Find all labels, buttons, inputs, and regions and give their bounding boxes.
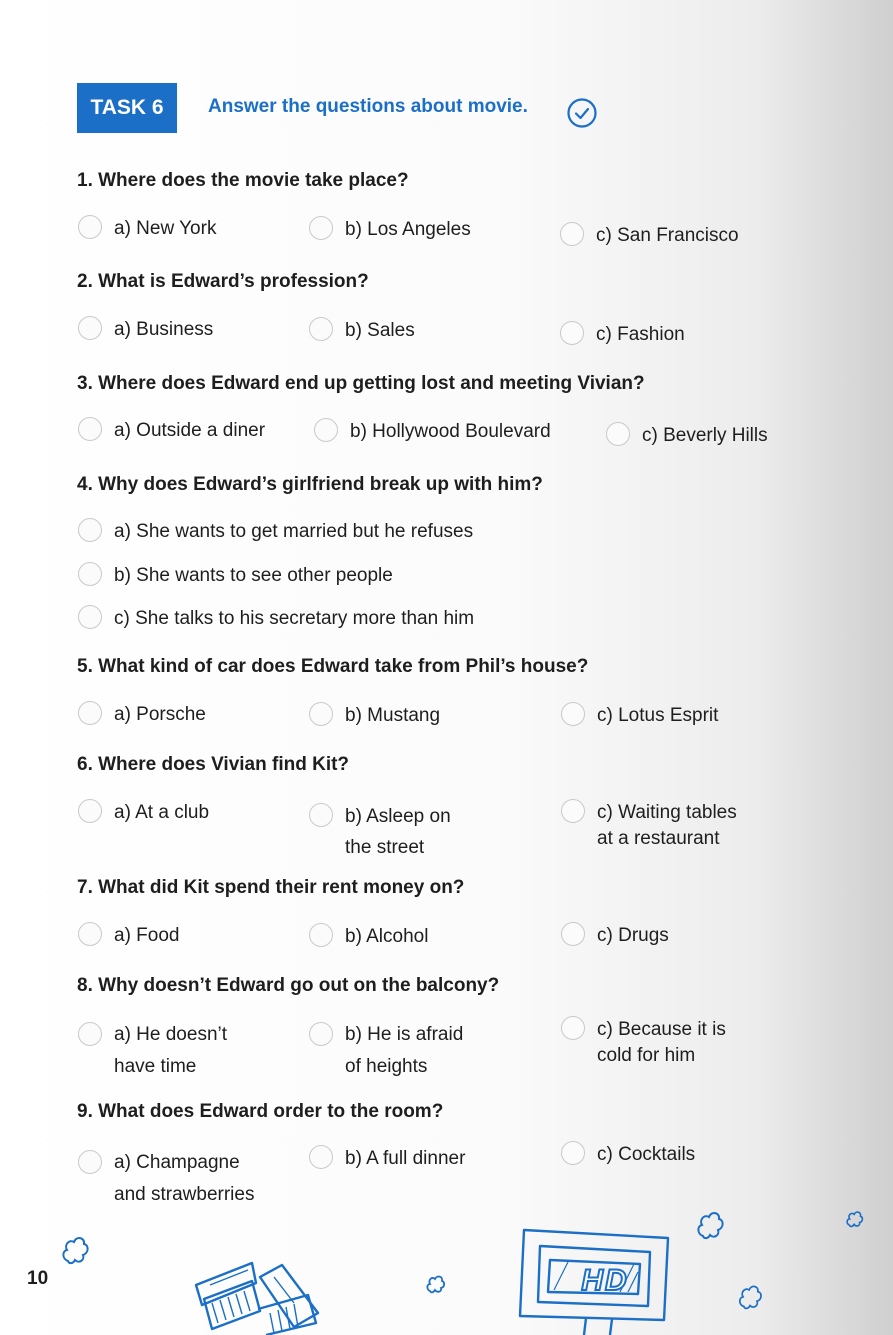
radio-button[interactable] [78,562,102,586]
radio-button[interactable] [309,803,333,827]
popcorn-icon [845,1208,865,1228]
q7-option-a[interactable]: a) Food [114,923,179,949]
radio-button[interactable] [561,702,585,726]
q4-option-c[interactable]: c) She talks to his secretary more than him [114,606,474,632]
radio-button[interactable] [78,518,102,542]
question-3: 3. Where does Edward end up getting lost and meeting Vivian? [77,373,645,394]
radio-button[interactable] [78,1022,102,1046]
q3-option-b[interactable]: b) Hollywood Boulevard [350,419,551,445]
radio-button[interactable] [78,922,102,946]
check-circle-icon [566,97,598,129]
radio-button[interactable] [78,701,102,725]
q1-option-c[interactable]: c) San Francisco [596,223,739,249]
radio-button[interactable] [561,922,585,946]
q4-option-a[interactable]: a) She wants to get married but he refuses [114,519,473,545]
q1-option-a[interactable]: a) New York [114,216,216,242]
question-6: 6. Where does Vivian find Kit? [77,754,350,775]
q2-option-a[interactable]: a) Business [114,317,213,343]
radio-button[interactable] [78,417,102,441]
radio-button[interactable] [309,1145,333,1169]
radio-button[interactable] [606,422,630,446]
radio-button[interactable] [78,215,102,239]
radio-button[interactable] [560,321,584,345]
q6-option-c[interactable]: c) Waiting tables at a restaurant [597,800,737,852]
tv-screen-label: HD [581,1264,629,1297]
radio-button[interactable] [314,418,338,442]
radio-button[interactable] [309,923,333,947]
radio-button[interactable] [309,317,333,341]
q4-option-b[interactable]: b) She wants to see other people [114,563,393,589]
radio-button[interactable] [78,799,102,823]
q9-option-b[interactable]: b) A full dinner [345,1146,465,1172]
q5-option-c[interactable]: c) Lotus Esprit [597,703,718,729]
question-1: 1. Where does the movie take place? [77,170,409,191]
q9-option-a[interactable]: a) Champagne and strawberries [114,1147,254,1211]
q6-option-b[interactable]: b) Asleep on the street [345,801,451,863]
q3-option-a[interactable]: a) Outside a diner [114,418,265,444]
question-7: 7. What did Kit spend their rent money on? [77,877,465,898]
q7-option-b[interactable]: b) Alcohol [345,924,428,950]
q8-option-b[interactable]: b) He is afraid of heights [345,1019,463,1083]
q3-option-c[interactable]: c) Beverly Hills [642,423,768,449]
question-5: 5. What kind of car does Edward take from Phil’s house? [77,656,589,677]
radio-button[interactable] [561,799,585,823]
radio-button[interactable] [309,702,333,726]
q6-option-a[interactable]: a) At a club [114,800,209,826]
q9-option-c[interactable]: c) Cocktails [597,1142,695,1168]
radio-button[interactable] [309,1022,333,1046]
q2-option-c[interactable]: c) Fashion [596,322,685,348]
q7-option-c[interactable]: c) Drugs [597,923,669,949]
task-instruction: Answer the questions about movie. [208,96,528,117]
question-9: 9. What does Edward order to the room? [77,1101,444,1122]
q1-option-b[interactable]: b) Los Angeles [345,217,471,243]
q5-option-a[interactable]: a) Porsche [114,702,206,728]
popcorn-icon [425,1272,447,1294]
radio-button[interactable] [309,216,333,240]
radio-button[interactable] [561,1141,585,1165]
popcorn-icon [736,1282,764,1310]
q8-option-c[interactable]: c) Because it is cold for him [597,1017,726,1069]
radio-button[interactable] [560,222,584,246]
question-8: 8. Why doesn’t Edward go out on the balcony? [77,975,500,996]
page-number: 10 [27,1268,49,1289]
q2-option-b[interactable]: b) Sales [345,318,415,344]
popcorn-icon [695,1208,725,1240]
task-badge: TASK 6 [77,83,177,133]
question-4: 4. Why does Edward’s girlfriend break up with him? [77,474,543,495]
popcorn-icon [60,1233,90,1265]
radio-button[interactable] [561,1016,585,1040]
radio-button[interactable] [78,605,102,629]
q5-option-b[interactable]: b) Mustang [345,703,440,729]
question-2: 2. What is Edward’s profession? [77,271,369,292]
radio-button[interactable] [78,1150,102,1174]
3d-glasses-icon [190,1255,325,1335]
radio-button[interactable] [78,316,102,340]
q8-option-a[interactable]: a) He doesn’t have time [114,1019,227,1083]
